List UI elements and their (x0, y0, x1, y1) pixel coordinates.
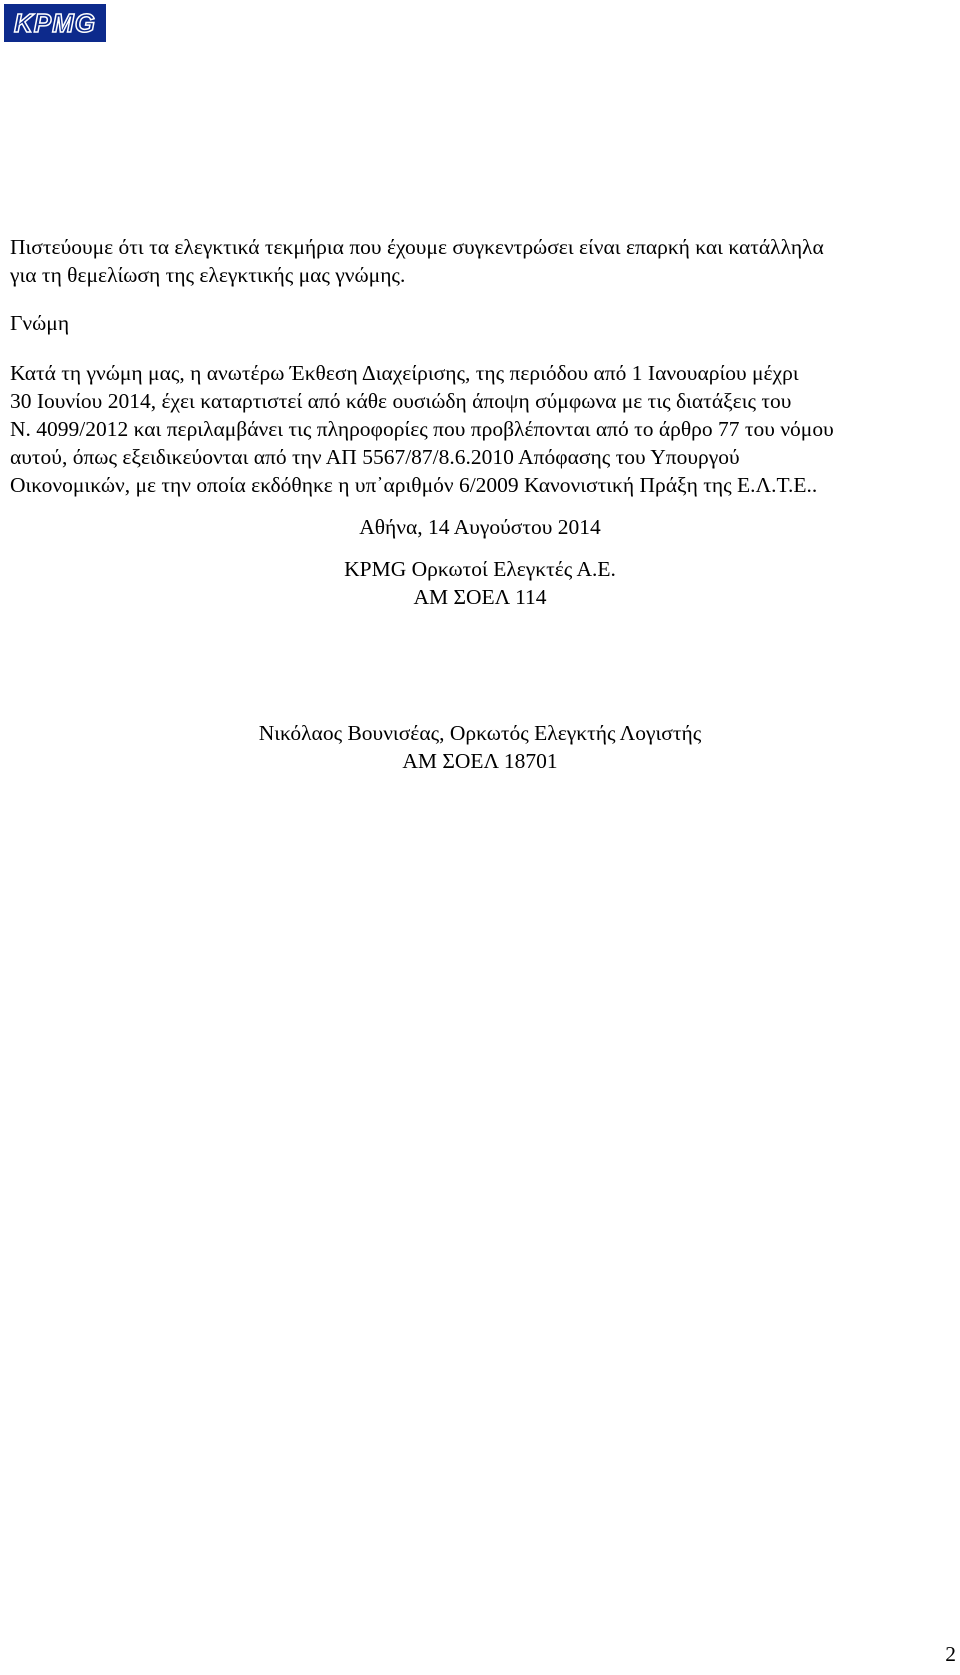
auditor-name: Νικόλαος Βουνισέας, Ορκωτός Ελεγκτής Λογιστής (258, 721, 702, 745)
firm-name: KPMG Ορκωτοί Ελεγκτές Α.Ε. (344, 557, 616, 581)
paragraph-line: για τη θεμελίωση της ελεγκτικής μας γνώμης. (10, 263, 406, 287)
logo-text: KPMG (14, 8, 96, 38)
document-body (10, 233, 950, 775)
paragraph-line: Οικονομικών, με την οποία εκδόθηκε η υπ᾽αριθμόν 6/2009 Κανονιστική Πράξη της Ε.Λ.Τ.Ε.. (10, 473, 818, 497)
opinion-paragraph (10, 359, 950, 499)
paragraph-line: Ν. 4099/2012 και περιλαμβάνει τις πληροφορίες που προβλέπονται από το άρθρο 77 του νόμου (10, 417, 834, 441)
page-number: 2 (945, 1642, 956, 1666)
paragraph-line: αυτού, όπως εξειδικεύονται από την ΑΠ 5567/87/8.6.2010 Απόφασης του Υπουργού (10, 445, 740, 469)
firm-registration: ΑΜ ΣΟΕΛ 114 (413, 585, 547, 609)
evidence-paragraph (10, 233, 950, 289)
paragraph-line: 30 Ιουνίου 2014, έχει καταρτιστεί από κάθε ουσιώδη άποψη σύμφωνα με τις διατάξεις του (10, 389, 792, 413)
kpmg-logo (4, 4, 106, 42)
report-date: Αθήνα, 14 Αυγούστου 2014 (359, 515, 601, 539)
section-heading: Γνώμη (10, 311, 70, 335)
paragraph-line: Κατά τη γνώμη μας, η ανωτέρω Έκθεση Διαχείρισης, της περιόδου από 1 Ιανουαρίου μέχρι (10, 361, 799, 385)
auditor-registration: ΑΜ ΣΟΕΛ 18701 (402, 749, 558, 773)
paragraph-line: Πιστεύουμε ότι τα ελεγκτικά τεκμήρια που έχουμε συγκεντρώσει είναι επαρκή και κατάλληλα (10, 235, 824, 259)
